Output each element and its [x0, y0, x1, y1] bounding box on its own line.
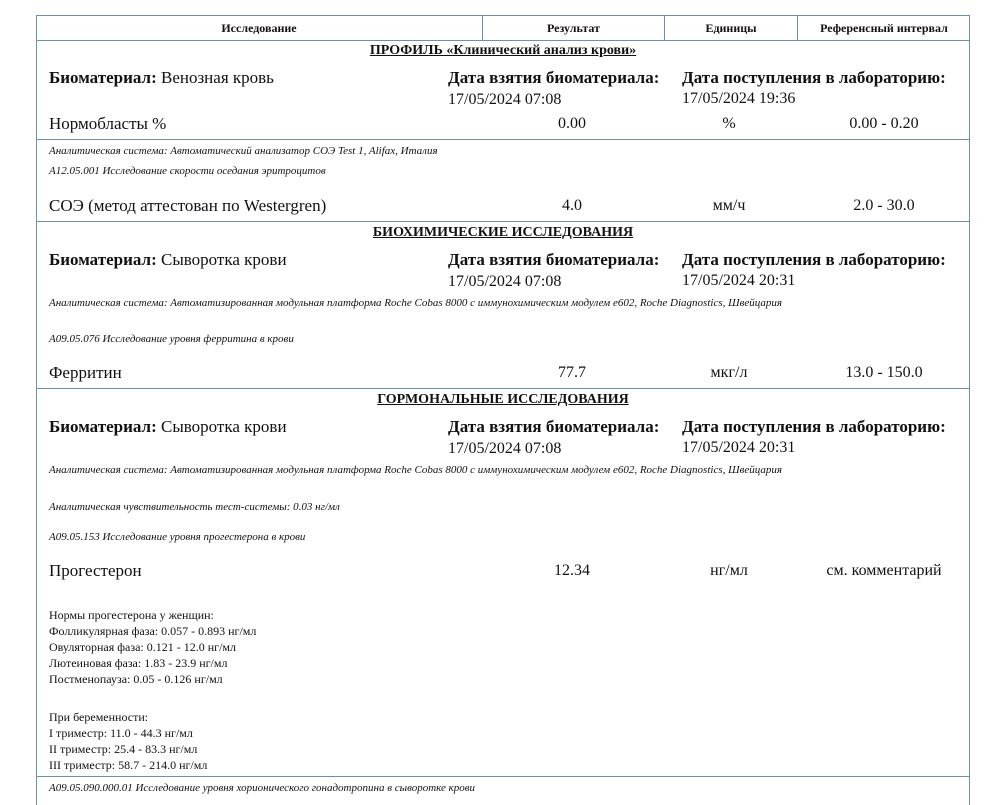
pregnancy-norms — [49, 709, 207, 773]
section-title-hormones: ГОРМОНАЛЬНЫЕ ИССЛЕДОВАНИЯ — [377, 392, 629, 407]
biomaterial-value: Венозная кровь — [156, 68, 274, 87]
test-ref-ferritin: 13.0 - 150.0 — [845, 364, 923, 381]
taken-date-label: Дата взятия биоматериала: — [448, 250, 660, 269]
section-title-biochemistry: БИОХИМИЧЕСКИЕ ИССЛЕДОВАНИЯ — [372, 225, 634, 240]
norm-follicular: Фолликулярная фаза: 0.057 - 0.893 нг/мл — [49, 624, 257, 638]
header-study: Исследование — [221, 21, 297, 35]
test-units-normoblasts: % — [722, 115, 736, 132]
taken-date-value: 17/05/2024 07:08 — [448, 273, 562, 290]
biomaterial-label: Биоматериал: — [49, 417, 157, 436]
test-units-esr: мм/ч — [712, 197, 746, 214]
taken-date-label: Дата взятия биоматериала: — [448, 417, 660, 436]
received-date-value: 17/05/2024 20:31 — [682, 272, 796, 289]
biomaterial-1 — [49, 68, 274, 88]
table-header — [37, 15, 969, 41]
section-title-blood-profile: ПРОФИЛЬ «Клинический анализ крови» — [369, 43, 637, 58]
test-result-ferritin: 77.7 — [558, 364, 586, 381]
analytic-system-3: Аналитическая система: Автоматизированная модульная платформа Roche Cobas 8000 с иммунохимическим модулем е602, Roche Diagnostics, Швейцария — [49, 464, 782, 476]
test-result-esr: 4.0 — [562, 197, 582, 214]
trimester-1: I триместр: 11.0 - 44.3 нг/мл — [49, 726, 193, 740]
test-ref-esr: 2.0 - 30.0 — [853, 197, 915, 214]
pregnancy-title: При беременности: — [49, 710, 149, 724]
trimester-2: II триместр: 25.4 - 83.3 нг/мл — [49, 742, 198, 756]
test-name-normoblasts: Нормобласты % — [49, 114, 167, 133]
biomaterial-value: Сыворотка крови — [156, 250, 287, 269]
header-result: Результат — [482, 16, 664, 40]
trimester-3: III триместр: 58.7 - 214.0 нг/мл — [49, 758, 208, 772]
norm-luteal: Лютеиновая фаза: 1.83 - 23.9 нг/мл — [49, 656, 228, 670]
analytic-system-1: Аналитическая система: Автоматический анализатор СОЭ Test 1, Alifax, Италия — [49, 145, 438, 157]
received-date-label: Дата поступления в лабораторию: — [682, 250, 946, 269]
study-code-ferritin: A09.05.076 Исследование уровня ферритина в крови — [49, 333, 294, 345]
test-result-progesterone: 12.34 — [554, 562, 590, 579]
norms-title: Нормы прогестерона у женщин: — [49, 608, 214, 622]
test-ref-progesterone: см. комментарий — [826, 562, 942, 579]
taken-date-value: 17/05/2024 07:08 — [448, 440, 562, 457]
lab-report-sheet — [36, 15, 970, 805]
row-divider — [37, 776, 969, 777]
test-units-progesterone: нг/мл — [710, 562, 748, 579]
test-result-normoblasts: 0.00 — [558, 115, 586, 132]
taken-date-value: 17/05/2024 07:08 — [448, 91, 562, 108]
study-code-hcg: A09.05.090.000.01 Исследование уровня хорионического гонадотропина в сыворотке крови — [49, 782, 476, 794]
received-date-value: 17/05/2024 19:36 — [682, 90, 796, 107]
test-name-progesterone: Прогестерон — [49, 561, 142, 580]
received-date-label: Дата поступления в лабораторию: — [682, 417, 946, 436]
received-date-label: Дата поступления в лабораторию: — [682, 68, 946, 87]
header-units: Единицы — [664, 16, 797, 40]
test-name-ferritin: Ферритин — [49, 363, 122, 382]
section-divider — [37, 388, 969, 389]
biomaterial-value: Сыворотка крови — [156, 417, 287, 436]
section-divider — [37, 221, 969, 222]
row-divider — [37, 139, 969, 140]
progesterone-norms — [49, 607, 256, 687]
test-units-ferritin: мкг/л — [710, 364, 748, 381]
analytic-sensitivity: Аналитическая чувствительность тест-системы: 0.03 нг/мл — [49, 501, 340, 513]
taken-date-label: Дата взятия биоматериала: — [448, 68, 660, 87]
study-code-progesterone: A09.05.153 Исследование уровня прогестерона в крови — [49, 531, 306, 543]
biomaterial-label: Биоматериал: — [49, 68, 157, 87]
test-name-esr: СОЭ (метод аттестован по Westergren) — [49, 196, 327, 215]
norm-ovulatory: Овуляторная фаза: 0.121 - 12.0 нг/мл — [49, 640, 237, 654]
analytic-system-2: Аналитическая система: Автоматизированная модульная платформа Roche Cobas 8000 с иммунохимическим модулем е602, Roche Diagnostics, Швейцария — [49, 297, 782, 309]
biomaterial-2 — [49, 250, 287, 270]
header-reference: Референсный интервал — [797, 16, 970, 40]
study-code-esr: A12.05.001 Исследование скорости оседания эритроцитов — [49, 165, 326, 177]
biomaterial-3 — [49, 417, 287, 437]
norm-postmenopause: Постменопауза: 0.05 - 0.126 нг/мл — [49, 672, 223, 686]
biomaterial-label: Биоматериал: — [49, 250, 157, 269]
test-ref-normoblasts: 0.00 - 0.20 — [849, 115, 919, 132]
received-date-value: 17/05/2024 20:31 — [682, 439, 796, 456]
